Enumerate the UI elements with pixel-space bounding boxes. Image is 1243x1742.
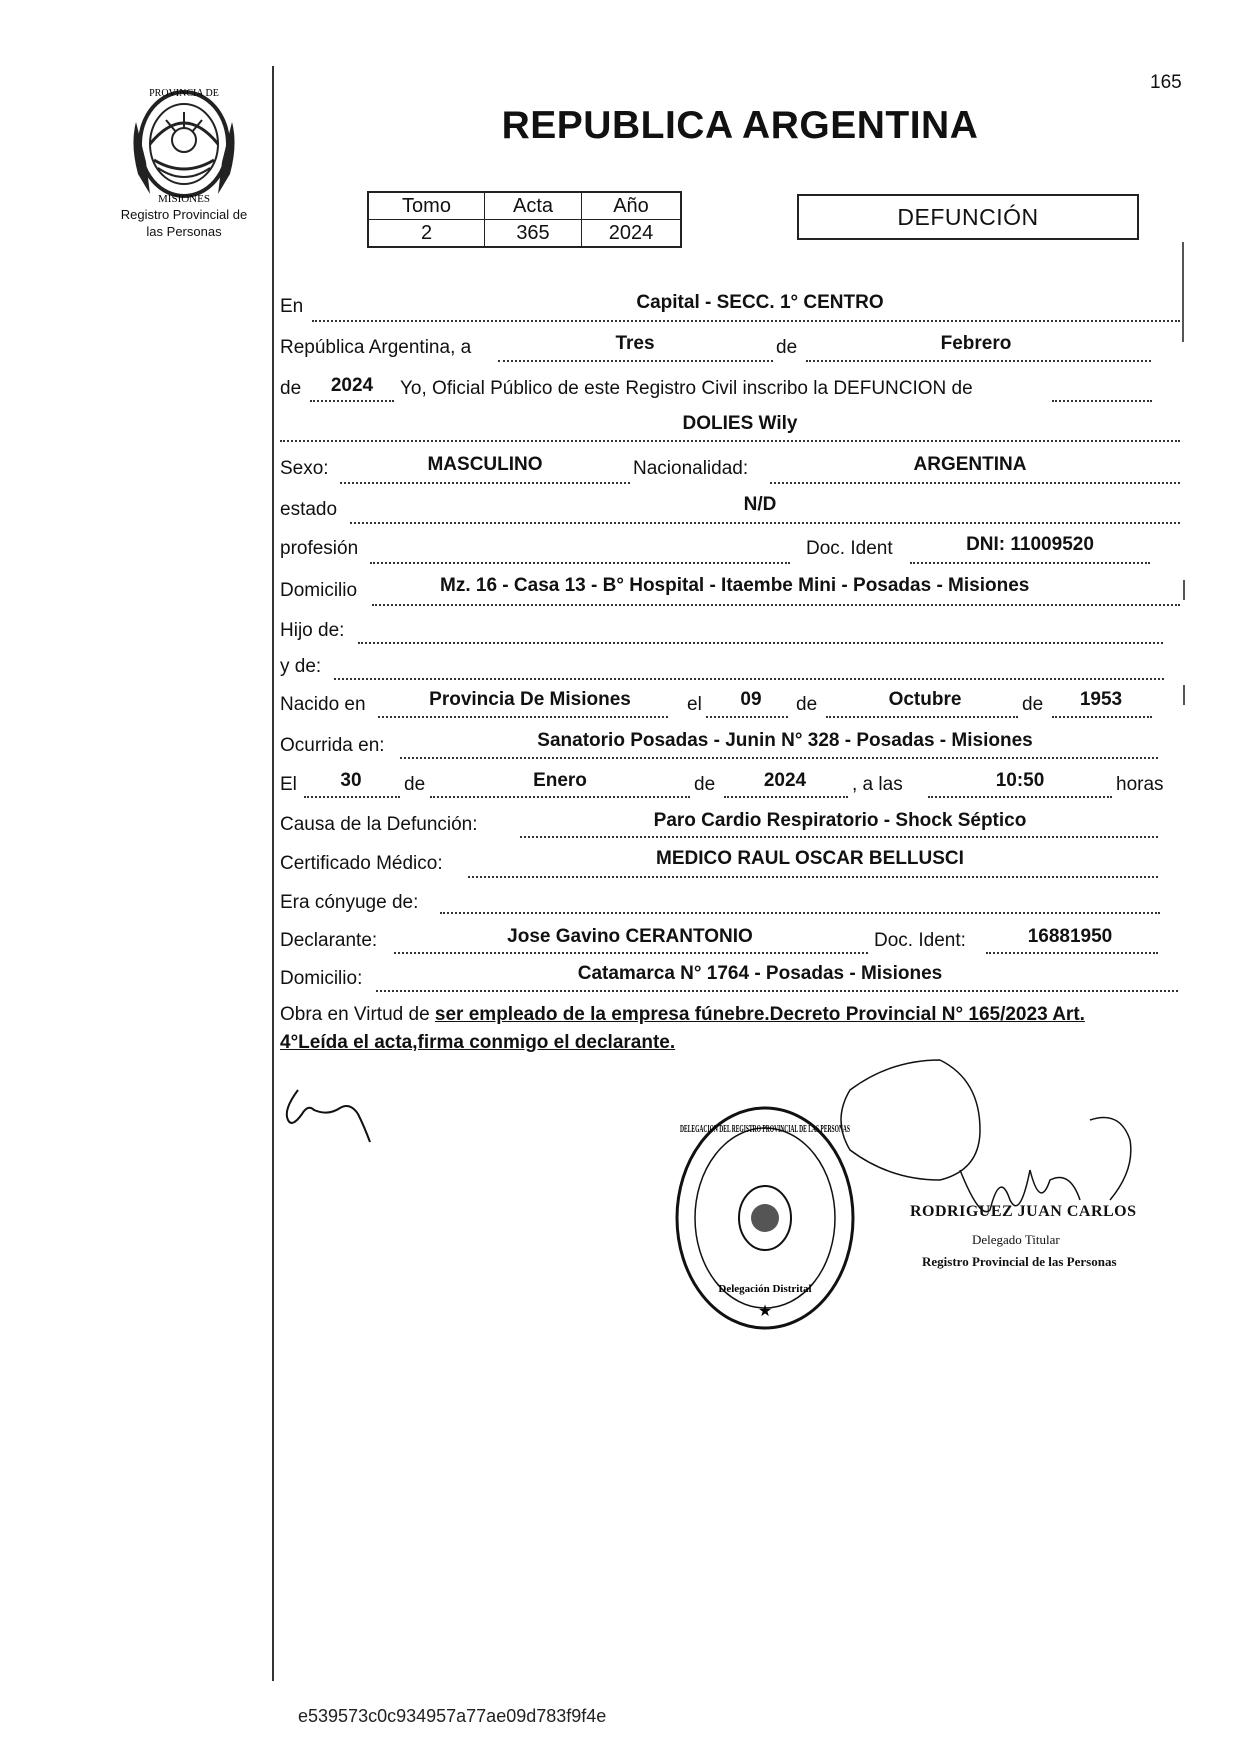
nacionalidad-label: Nacionalidad: [633, 458, 749, 479]
de-label: de [776, 337, 798, 358]
svg-text:PROVINCIA DE: PROVINCIA DE [149, 88, 219, 99]
obra-en-virtud-closing: 4°Leída el acta,firma conmigo el declarante. [280, 1032, 676, 1053]
de-label: de [694, 774, 716, 795]
dotted-line [770, 482, 1180, 484]
en-label: En [280, 296, 304, 317]
page-title: REPUBLICA ARGENTINA [501, 104, 979, 147]
certificado-value: MEDICO RAUL OSCAR BELLUSCI [656, 848, 964, 869]
el-label: El [280, 774, 297, 795]
seal-inner-text: Delegación Distrital [718, 1283, 812, 1295]
dotted-line [372, 604, 1180, 606]
dotted-line [304, 796, 400, 798]
document-hash: e539573c0c934957a77ae09d783f9f4e [298, 1706, 607, 1726]
declarant-signature [278, 1070, 408, 1150]
anio-header: Año [582, 192, 682, 220]
day-value: Tres [615, 333, 655, 354]
ocurrida-value: Sanatorio Posadas - Junin N° 328 - Posadas - Misiones [537, 730, 1033, 751]
nacido-value: Provincia De Misiones [429, 689, 631, 710]
dotted-line [280, 440, 1180, 442]
official-role: Delegado Titular [972, 1232, 1060, 1247]
dotted-line [910, 562, 1150, 564]
de-label: de [1022, 694, 1044, 715]
en-value: Capital - SECC. 1° CENTRO [636, 292, 884, 313]
a-las-label: , a las [852, 774, 903, 795]
reference-table [367, 191, 682, 248]
svg-text:★: ★ [757, 1303, 773, 1320]
dotted-line [340, 482, 630, 484]
causa-value: Paro Cardio Respiratorio - Shock Séptico [653, 810, 1027, 831]
tomo-value: 2 [368, 220, 485, 248]
de-label: de [796, 694, 818, 715]
dotted-line [430, 796, 690, 798]
obra-en-virtud-text: Obra en Virtud de ser empleado de la empresa fúnebre.Decreto Provincial N° 165/2023 Art. 4°Leída el acta,firma conmigo el declarante. [280, 1004, 1085, 1053]
birth-day: 09 [740, 689, 762, 710]
acta-value: 365 [485, 220, 582, 248]
domicilio-value: Mz. 16 - Casa 13 - B° Hospital - Itaembe Mini - Posadas - Misiones [440, 575, 1030, 596]
estado-label: estado [280, 499, 338, 520]
dotted-line [376, 990, 1178, 992]
dotted-line [498, 360, 773, 362]
dotted-line [986, 952, 1158, 954]
dotted-line [806, 360, 1151, 362]
provincial-crest-logo [128, 82, 240, 204]
dotted-line [334, 678, 1164, 680]
dotted-line [1052, 400, 1152, 402]
el-label: el [687, 694, 702, 715]
inscribe-text: Yo, Oficial Público de este Registro Civil inscribo la DEFUNCION de [400, 378, 973, 399]
dotted-line [706, 716, 788, 718]
record-type-box: DEFUNCIÓN [797, 194, 1139, 240]
doc-ident-value: DNI: 11009520 [966, 534, 1094, 555]
estado-value: N/D [743, 494, 777, 515]
year-value: 2024 [330, 375, 374, 396]
declarante-domicilio-value: Catamarca N° 1764 - Posadas - Misiones [577, 963, 943, 984]
right-margin-tick [1183, 580, 1185, 600]
table-row [368, 192, 681, 220]
dotted-line [826, 716, 1018, 718]
certificado-label: Certificado Médico: [280, 853, 443, 874]
death-year: 2024 [763, 770, 807, 791]
republica-label: República Argentina, a [280, 337, 472, 358]
death-month: Enero [533, 770, 587, 791]
dotted-line [350, 522, 1180, 524]
de-label: de [280, 378, 302, 399]
causa-label: Causa de la Defunción: [280, 814, 478, 835]
death-time: 10:50 [995, 770, 1045, 791]
dotted-line [394, 952, 868, 954]
dotted-line [310, 400, 394, 402]
tomo-header: Tomo [368, 192, 485, 220]
declarante-doc-label: Doc. Ident: [874, 930, 966, 951]
hijo-de-label: Hijo de: [280, 620, 345, 641]
dotted-line [468, 876, 1158, 878]
dotted-line [378, 716, 668, 718]
dotted-line [370, 562, 790, 564]
declarante-value: Jose Gavino CERANTONIO [507, 926, 753, 947]
profesion-label: profesión [280, 538, 359, 559]
dotted-line [400, 757, 1158, 759]
official-name: RODRIGUEZ JUAN CARLOS [910, 1203, 1137, 1220]
ocurrida-label: Ocurrida en: [280, 735, 385, 756]
death-day: 30 [340, 770, 362, 791]
de-label: de [404, 774, 426, 795]
page-number: 165 [1150, 72, 1182, 93]
left-margin-line [272, 66, 274, 1681]
official-org: Registro Provincial de las Personas [922, 1254, 1117, 1269]
table-row [368, 220, 681, 248]
domicilio-label: Domicilio [280, 580, 358, 601]
anio-value: 2024 [582, 220, 682, 248]
y-de-label: y de: [280, 656, 322, 677]
declarante-doc-value: 16881950 [1027, 926, 1113, 947]
dotted-line [724, 796, 848, 798]
nacionalidad-value: ARGENTINA [913, 454, 1027, 475]
registry-caption: Registro Provincial de las Personas [120, 207, 248, 239]
dotted-line [440, 912, 1160, 914]
right-margin-tick [1183, 685, 1185, 705]
right-margin-line [1182, 242, 1184, 342]
dotted-line [1052, 716, 1152, 718]
declarante-domicilio-label: Domicilio: [280, 968, 363, 989]
obra-en-virtud-reason: ser empleado de la empresa fúnebre.Decreto Provincial N° 165/2023 Art. [434, 1004, 1085, 1025]
declarante-label: Declarante: [280, 930, 378, 951]
acta-header: Acta [485, 192, 582, 220]
seal-outer-text: DELEGACION DEL REGISTRO PROVINCIAL DE LAS PERSONAS [680, 1123, 850, 1135]
birth-year: 1953 [1079, 689, 1123, 710]
sexo-value: MASCULINO [427, 454, 543, 475]
svg-text:MISIONES: MISIONES [158, 193, 210, 205]
birth-month: Octubre [888, 689, 962, 710]
conyuge-label: Era cónyuge de: [280, 892, 419, 913]
month-value: Febrero [940, 333, 1012, 354]
doc-ident-label: Doc. Ident [806, 538, 893, 559]
deceased-name: DOLIES Wily [682, 413, 798, 434]
dotted-line [520, 836, 1158, 838]
nacido-label: Nacido en [280, 694, 366, 715]
dotted-line [358, 642, 1163, 644]
sexo-label: Sexo: [280, 458, 329, 479]
dotted-line [312, 320, 1180, 322]
dotted-line [928, 796, 1112, 798]
horas-label: horas [1116, 774, 1164, 795]
